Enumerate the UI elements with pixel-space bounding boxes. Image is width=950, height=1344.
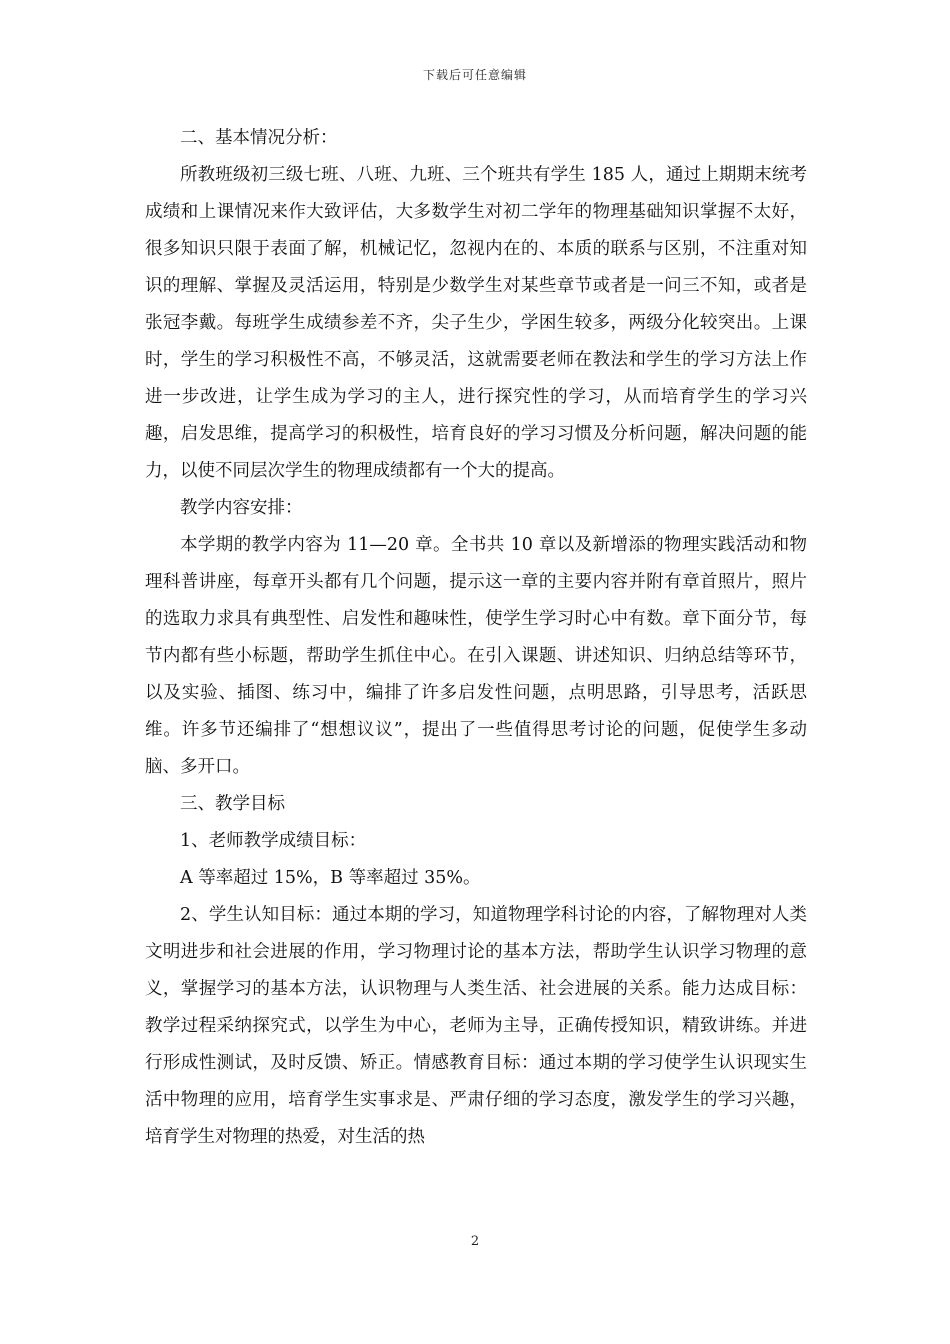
page-header: 下载后可任意编辑	[422, 68, 527, 82]
goal-item-teacher: 1、老师教学成绩目标：	[180, 831, 367, 851]
page-number: 2	[470, 1234, 480, 1249]
section-heading-goals: 三、教学目标	[180, 794, 285, 814]
section-heading-content: 教学内容安排：	[180, 498, 303, 518]
paragraph-class-analysis: 所教班级初三级七班、八班、九班、三个班共有学生 185 人，通过上期期末统考成绩和上课情况来作大致评估，大多数学生对初二学年的物理基础知识掌握不太好，很多知识只限于表面了解，机械记忆，忽视内在的、本质的联系与区别，不注重对知识的理解、掌握及灵活运用，特别是少数学生对某些章节或者是一问三不知，或者是张冠李戴。每班学生成绩参差不齐，尖子生少，学困生较多，两级分化较突出。上课时，学生的学习积极性不高，不够灵活，这就需要老师在教法和学生的学习方法上作进一步改进，让学生成为学习的主人，进行探究性的学习，从而培育学生的学习兴趣，启发思维，提高学习的积极性，培育良好的学习习惯及分析问题，解决问题的能力，以使不同层次学生的物理成绩都有一个大的提高。	[145, 165, 807, 481]
document-body	[145, 120, 807, 1156]
goal-item-student: 2、学生认知目标：通过本期的学习，知道物理学科讨论的内容，了解物理对人类文明进步和社会进展的作用，学习物理讨论的基本方法，帮助学生认识学习物理的意义，掌握学习的基本方法，认识物理与人类生活、社会进展的关系。能力达成目标：教学过程采纳探究式，以学生为中心，老师为主导，正确传授知识，精致讲练。并进行形成性测试，及时反馈、矫正。情感教育目标：通过本期的学习使学生认识现实生活中物理的应用，培育学生实事求是、严肃仔细的学习态度，激发学生的学习兴趣，培育学生对物理的热爱，对生活的热	[145, 905, 807, 1147]
section-heading-analysis: 二、基本情况分析：	[180, 128, 338, 148]
goal-item-rates: A 等率超过 15%，B 等率超过 35%。	[180, 868, 481, 888]
paragraph-content-arrangement: 本学期的教学内容为 11—20 章。全书共 10 章以及新增添的物理实践活动和物理科普讲座，每章开头都有几个问题，提示这一章的主要内容并附有章首照片，照片的选取力求具有典型性、启发性和趣味性，使学生学习时心中有数。章下面分节，每节内都有些小标题，帮助学生抓住中心。在引入课题、讲述知识、归纳总结等环节，以及实验、插图、练习中，编排了许多启发性问题，点明思路，引导思考，活跃思维。许多节还编排了“想想议议”，提出了一些值得思考讨论的问题，促使学生多动脑、多开口。	[145, 535, 807, 777]
